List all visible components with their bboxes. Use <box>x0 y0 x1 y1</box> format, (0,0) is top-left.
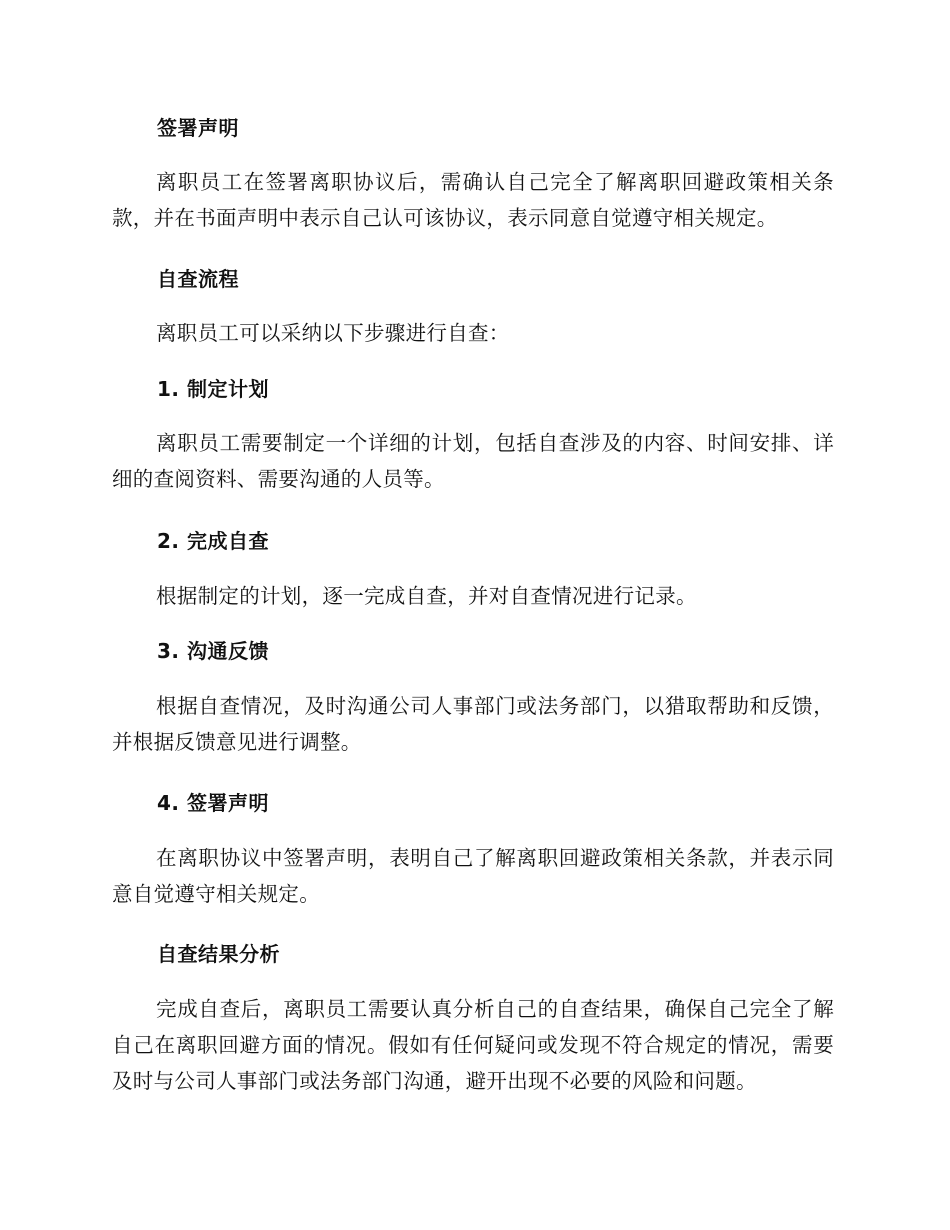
paragraph-make-plan: 离职员工需要制定一个详细的计划，包括自查涉及的内容、时间安排、详细的查阅资料、需要沟通的人员等。 <box>112 431 834 491</box>
paragraph-sign-statement: 在离职协议中签署声明，表明自己了解离职回避政策相关条款，并表示同意自觉遵守相关规定。 <box>112 846 834 906</box>
step-heading-make-plan: 1. 制定计划 <box>157 377 269 401</box>
section-heading-result-analysis: 自查结果分析 <box>157 942 280 966</box>
paragraph-complete-check: 根据制定的计划，逐一完成自查，并对自查情况进行记录。 <box>156 584 697 608</box>
step-heading-sign-statement: 4. 签署声明 <box>157 791 269 815</box>
section-heading-self-check-process: 自查流程 <box>157 267 239 291</box>
paragraph-result-analysis: 完成自查后，离职员工需要认真分析自己的自查结果，确保自己完全了解自己在离职回避方面的情况。假如有任何疑问或发现不符合规定的情况，需要及时与公司人事部门或法务部门沟通，避开出现不必要的风险和问题。 <box>112 997 834 1093</box>
step-heading-complete-check: 2. 完成自查 <box>157 529 269 553</box>
step-heading-communicate-feedback: 3. 沟通反馈 <box>157 639 269 663</box>
paragraph-signing-statement: 离职员工在签署离职协议后，需确认自己完全了解离职回避政策相关条款，并在书面声明中表示自己认可该协议，表示同意自觉遵守相关规定。 <box>112 170 834 230</box>
paragraph-self-check-intro: 离职员工可以采纳以下步骤进行自查： <box>156 321 510 345</box>
section-heading-signing-statement: 签署声明 <box>157 116 239 140</box>
paragraph-communicate-feedback: 根据自查情况，及时沟通公司人事部门或法务部门，以猎取帮助和反馈，并根据反馈意见进行调整。 <box>112 694 834 754</box>
